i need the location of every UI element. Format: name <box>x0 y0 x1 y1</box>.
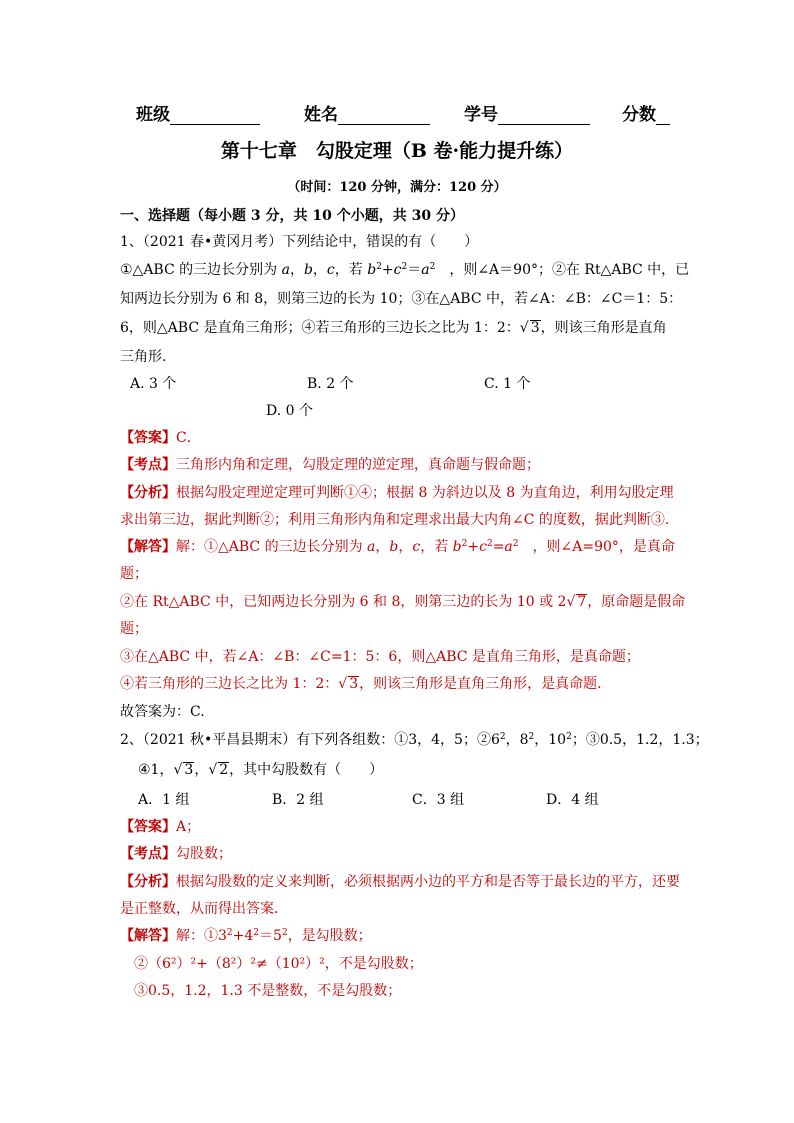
q1-stem: 1、（2021 春•黄冈月考）下列结论中，错误的有（ ） <box>120 234 479 250</box>
q1-conclusion: 故答案为：C. <box>120 704 205 720</box>
q2-answer: 【答案】A； <box>120 819 201 835</box>
q1-solution-line-4: 题； <box>120 621 148 637</box>
q1-analysis-line-2: 求出第三边，据此判断②；利用三角形内角和定理求出最大内角∠C 的度数，据此判断③. <box>120 512 670 528</box>
q1-line-1: ①△ABC 的三边长分别为 a，b，c，若 $b^2+c^2=a^2$ ，则∠A＝90°；②在 Rt△ABC 中，已 <box>120 262 690 278</box>
q1-solution-line-6: ④若三角形的三边长之比为 1：2：√ 3，则该三角形是直角三角形，是真命题. <box>120 676 602 692</box>
name-label: 姓名 <box>304 105 338 125</box>
class-field[interactable] <box>136 100 260 125</box>
q1-option-c[interactable]: C. 1 个 <box>484 376 531 392</box>
class-label: 班级 <box>136 105 170 125</box>
sqrt-symbol: √ 2 <box>208 762 229 778</box>
section-heading: 一、选择题（每小题 3 分，共 10 个小题，共 30 分） <box>120 208 464 224</box>
q1-line-3: 6，则△ABC 是直角三角形；④若三角形的三边长之比为 1：2：√ 3，则该三角形是直角 <box>120 320 667 336</box>
q1-option-d[interactable]: D. 0 个 <box>266 403 313 419</box>
student-id-field[interactable] <box>464 100 590 125</box>
score-label: 分数 <box>622 105 656 125</box>
q2-solution-line-1: 【解答】解：$①3^2+4^2=5^2$，是勾股数； <box>120 928 372 944</box>
sqrt-symbol: √ 7 <box>566 594 587 610</box>
q2-analysis-line-2: 是正整数，从而得出答案． <box>120 901 288 917</box>
name-field[interactable] <box>304 100 430 125</box>
name-blank[interactable] <box>338 106 430 125</box>
q1-solution-line-1: 【解答】解：①△ABC 的三边长分别为 a，b，c，若 $b^2+c^2=a^2$ ，则∠A=90°，是真命 <box>120 539 675 555</box>
q2-analysis-line-1: 【分析】根据勾股数的定义来判断，必须根据两小边的平方和是否等于最长边的平方，还要 <box>120 874 680 890</box>
q1-line-2: 知两边长分别为 6 和 8，则第三边的长为 10；③在△ABC 中，若∠A：∠B：∠C＝1：5： <box>120 291 683 307</box>
q1-knowledge-point: 【考点】三角形内角和定理，勾股定理的逆定理，真命题与假命题； <box>120 457 540 473</box>
score-blank[interactable] <box>656 106 670 125</box>
q1-line-4: 三角形. <box>120 349 167 365</box>
student-id-blank[interactable] <box>498 106 590 125</box>
q2-option-c[interactable]: C．3 组 <box>412 792 465 808</box>
q1-option-a[interactable]: A. 3 个 <box>130 376 177 392</box>
q1-answer: 【答案】C． <box>120 430 201 446</box>
q2-solution-line-2: ②（6²）²+（8²）²≠（10²）²，不是勾股数； <box>134 956 423 972</box>
q1-option-b[interactable]: B. 2 个 <box>307 376 354 392</box>
q2-stem: 2、（2021 秋•平昌县期末）有下列各组数：①3，4，5；$②6^2$，$8^2$，$10^2$；③0.5，1.2，1.3； <box>120 732 709 748</box>
q1-formula: $b^2+c^2=a^2$ <box>367 262 436 278</box>
q2-line-2: ④1，√ 3，√ 2，其中勾股数有（ ） <box>138 762 384 778</box>
sqrt-symbol: √ 3 <box>173 762 194 778</box>
sqrt-symbol: √ 3 <box>338 676 359 692</box>
exam-time-info: （时间：120 分钟，满分：120 分） <box>287 180 507 195</box>
q1-solution-line-5: ③在△ABC 中，若∠A：∠B：∠C=1：5：6，则△ABC 是直角三角形，是真命题； <box>120 649 640 665</box>
q1-solution-line-2: 题； <box>120 566 148 582</box>
q2-option-a[interactable]: A．1 组 <box>138 792 190 808</box>
score-field[interactable] <box>622 100 670 125</box>
student-id-label: 学号 <box>464 105 498 125</box>
chapter-title: 第十七章 勾股定理（B 卷·能力提升练） <box>220 140 574 162</box>
class-blank[interactable] <box>170 106 260 125</box>
q1-analysis-line-1: 【分析】根据勾股定理逆定理可判断①④；根据 8 为斜边以及 8 为直角边，利用勾股定理 <box>120 485 674 501</box>
sqrt-symbol: √ 3 <box>519 320 540 336</box>
q1-solution-line-3: ②在 Rt△ABC 中，已知两边长分别为 6 和 8，则第三边的长为 10 或 2√ 7，原命题是假命 <box>120 594 686 610</box>
q2-option-b[interactable]: B．2 组 <box>272 792 324 808</box>
q2-solution-line-3: ③0.5，1.2，1.3 不是整数，不是勾股数； <box>134 983 402 999</box>
q2-option-d[interactable]: D．4 组 <box>546 792 599 808</box>
q2-knowledge-point: 【考点】勾股数； <box>120 846 232 862</box>
